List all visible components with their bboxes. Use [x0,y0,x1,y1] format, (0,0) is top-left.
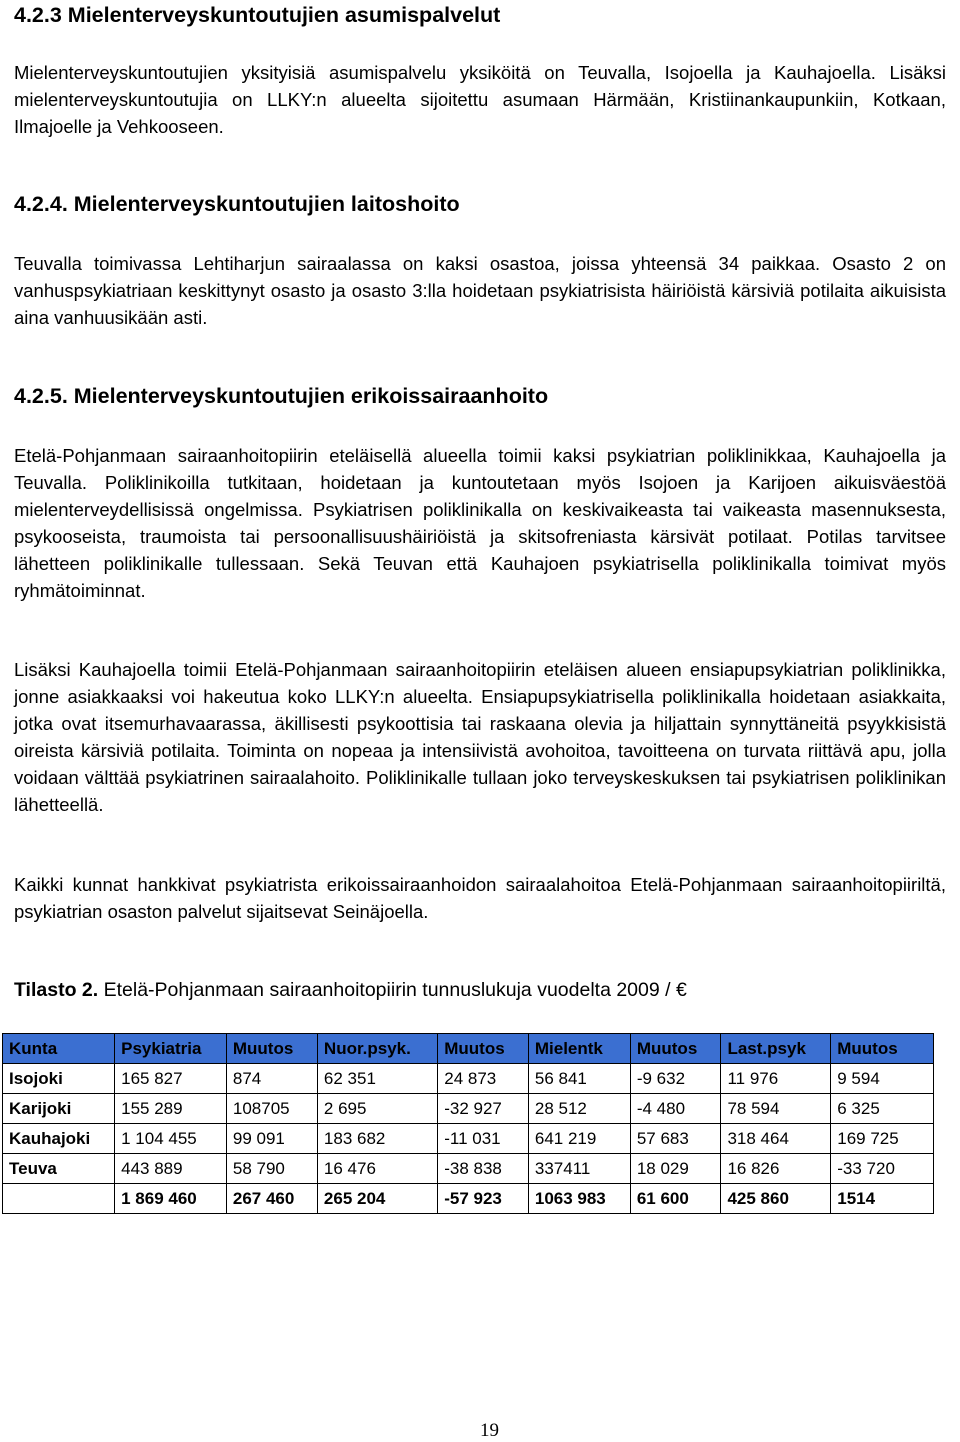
statistics-table [2,1033,934,1214]
table-cell: 155 289 [115,1094,227,1124]
table-cell: Karijoki [3,1094,115,1124]
table-cell: 99 091 [226,1124,317,1154]
table-cell: 641 219 [528,1124,630,1154]
table-cell: 425 860 [721,1184,831,1214]
table-cell: 2 695 [317,1094,437,1124]
table-cell: 443 889 [115,1154,227,1184]
table-cell: -33 720 [831,1154,934,1184]
table-cell: 28 512 [528,1094,630,1124]
table-cell: 337411 [528,1154,630,1184]
table-cell: 16 826 [721,1154,831,1184]
table-row [3,1094,934,1124]
table-cell [3,1184,115,1214]
table-row [3,1064,934,1094]
table-cell: 18 029 [630,1154,721,1184]
table-cell: 1 869 460 [115,1184,227,1214]
table-cell: 57 683 [630,1124,721,1154]
table-cell: 183 682 [317,1124,437,1154]
table-cell: 1 104 455 [115,1124,227,1154]
paragraph-ensiapupsykiatria: Lisäksi Kauhajoella toimii Etelä-Pohjanmaan sairaanhoitopiirin eteläisen alueen ensiapupsykiatrian poliklinikka, jonne asiakkaaksi voi hakeutua koko LLKY:n alueelta. Ensiapupsykiatrisella poliklinikalla hoidetaan asiakkaita, jotka ovat itsemurhavaarassa, äkillisesti psykoottisia tai raskaana olevia ja hiljattain synnyttäneitä psyykkisistä oireista kärsiviä potilaita. Toiminta on nopeaa ja intensiivistä avohoitoa, tavoitteena on turvata riittävä apu, jolla voidaan välttää psykiatrinen sairaalahoito. Poliklinikalle tullaan joko terveyskeskuksen tai psykiatrisen poliklinikan lähetteellä. [14,659,946,815]
table-cell: 169 725 [831,1124,934,1154]
table-cell: 267 460 [226,1184,317,1214]
table-cell: Kauhajoki [3,1124,115,1154]
table-cell: -11 031 [438,1124,529,1154]
table-totals-row [3,1184,934,1214]
table-cell: 1514 [831,1184,934,1214]
table-cell: 78 594 [721,1094,831,1124]
table-cell: Muutos [438,1034,529,1064]
table-cell: 56 841 [528,1064,630,1094]
table-cell: Teuva [3,1154,115,1184]
table-cell: -4 480 [630,1094,721,1124]
paragraph-asumispalvelut: Mielenterveyskuntoutujien yksityisiä asumispalvelu yksiköitä on Teuvalla, Isojoella ja Kauhajoella. Lisäksi mielenterveyskuntoutujia on LLKY:n alueelta sijoitettu asumaan Härmään, Kristiinankaupunkiin, Kotkaan, Ilmajoelle ja Vehkooseen. [14,62,946,137]
section-heading-asumispalvelut: 4.2.3 Mielenterveyskuntoutujien asumispalvelut [14,3,501,27]
table-cell: 108705 [226,1094,317,1124]
table-caption-label: Tilasto 2. [14,979,99,1001]
table-cell: Psykiatria [115,1034,227,1064]
table-cell: 165 827 [115,1064,227,1094]
table-cell: -9 632 [630,1064,721,1094]
table-cell: 62 351 [317,1064,437,1094]
table-cell: Kunta [3,1034,115,1064]
table-caption-text: Etelä-Pohjanmaan sairaanhoitopiirin tunnuslukuja vuodelta 2009 / € [98,979,687,1001]
table-row [3,1124,934,1154]
table-cell: Last.psyk [721,1034,831,1064]
table-cell: Isojoki [3,1064,115,1094]
table-cell: -32 927 [438,1094,529,1124]
paragraph-laitoshoito: Teuvalla toimivassa Lehtiharjun sairaalassa on kaksi osastoa, joissa yhteensä 34 paikkaa. Osasto 2 on vanhuspsykiatriaan keskittynyt osasto ja osasto 3:lla hoidetaan psykiatrisista häiriöistä kärsiviä potilaita aikuisista aina vanhuusikään asti. [14,253,946,328]
table-cell: -57 923 [438,1184,529,1214]
table-cell: Muutos [831,1034,934,1064]
table-cell: Mielentk [528,1034,630,1064]
table-cell: Nuor.psyk. [317,1034,437,1064]
table-row [3,1154,934,1184]
table-cell: 318 464 [721,1124,831,1154]
paragraph-poliklinikat: Etelä-Pohjanmaan sairaanhoitopiirin eteläisellä alueella toimii kaksi psykiatrian poliklinikkaa, Kauhajoella ja Teuvalla. Poliklinikoilla tutkitaan, hoidetaan ja kuntoutetaan myös Isojoen ja Karijoen aikuisväestöä mielenterveydellisissä ongelmissa. Psykiatrisen poliklinikalla on keskivaikeasta tai vaikeasta masennuksesta, psykooseista, traumoista tai persoonallisuushäiriöistä ja skitsofreniasta kärsivät potilaat. Potilas tarvitsee lähetteen poliklinikalle tullessaan. Sekä Teuvan että Kauhajoen psykiatrisella poliklinikalla toimivat myös ryhmätoiminnat. [14,445,946,601]
table-cell: 1063 983 [528,1184,630,1214]
page-number: 19 [480,1420,499,1441]
table-cell: 16 476 [317,1154,437,1184]
table-cell: Muutos [630,1034,721,1064]
section-heading-erikoissairaanhoito: 4.2.5. Mielenterveyskuntoutujien erikoissairaanhoito [14,384,549,408]
table-cell: 24 873 [438,1064,529,1094]
table-cell: 9 594 [831,1064,934,1094]
table-caption [14,976,687,1004]
table-cell: 6 325 [831,1094,934,1124]
table-cell: 11 976 [721,1064,831,1094]
table-cell: 61 600 [630,1184,721,1214]
table-cell: 874 [226,1064,317,1094]
paragraph-sairaalahoito: Kaikki kunnat hankkivat psykiatrista erikoissairaanhoidon sairaalahoitoa Etelä-Pohjanmaan sairaanhoitopiiriltä, psykiatrian osaston palvelut sijaitsevat Seinäjoella. [14,874,946,922]
table-header-row [3,1034,934,1064]
table-cell: -38 838 [438,1154,529,1184]
table-cell: 58 790 [226,1154,317,1184]
table-cell: Muutos [226,1034,317,1064]
table-cell: 265 204 [317,1184,437,1214]
section-heading-laitoshoito: 4.2.4. Mielenterveyskuntoutujien laitoshoito [14,192,460,216]
